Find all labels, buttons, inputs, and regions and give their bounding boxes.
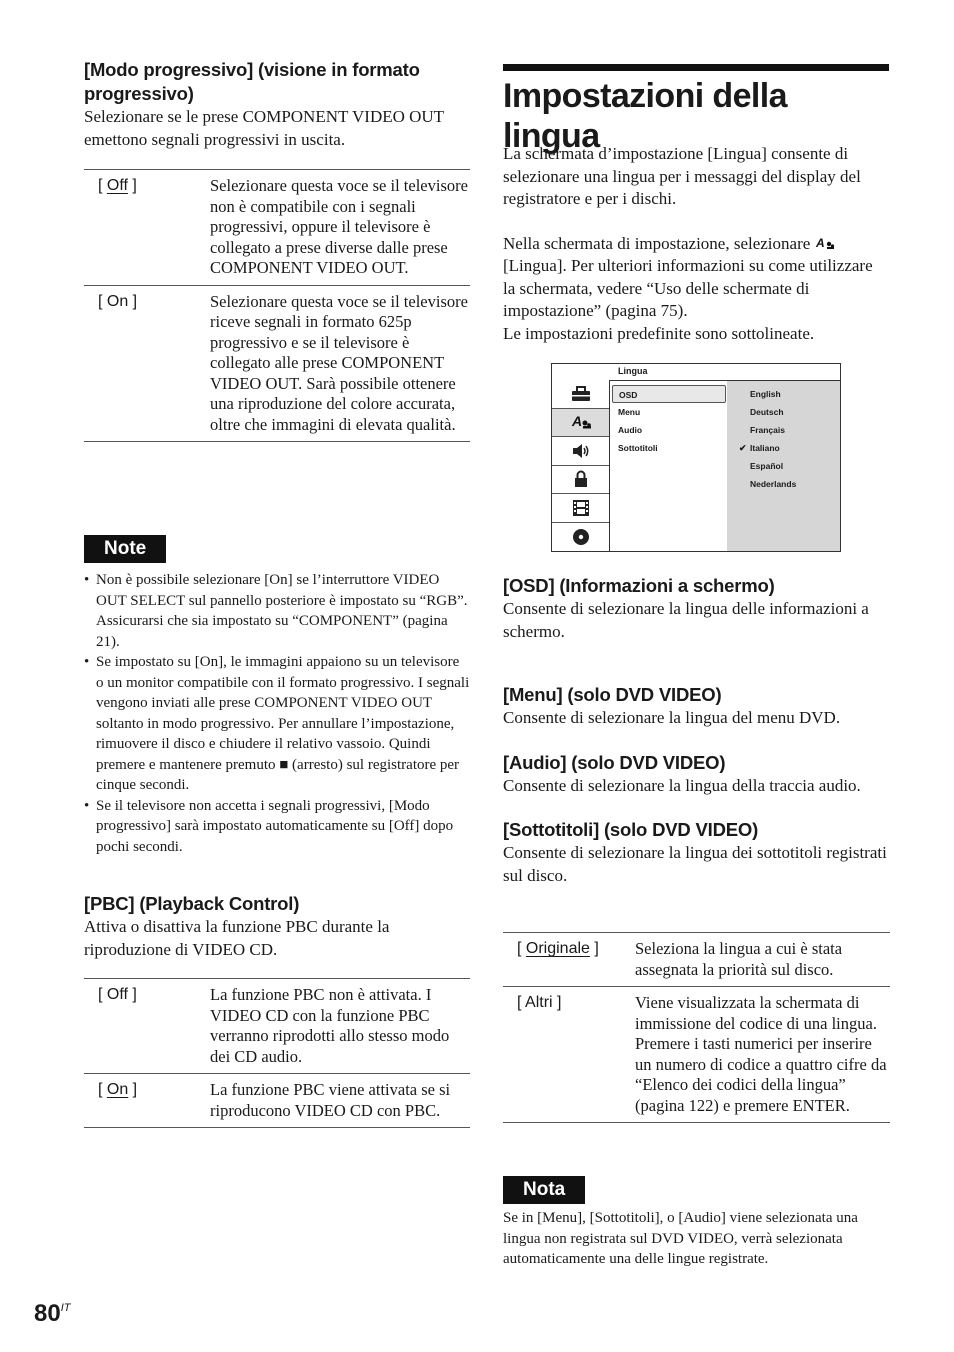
menu-item-osd[interactable]: OSD	[612, 385, 726, 403]
menu-item-subtitles[interactable]: Sottotitoli	[618, 443, 658, 453]
table-row	[84, 979, 470, 1074]
settings-screen-illustration	[551, 363, 841, 552]
option-key: [ Off ]	[98, 986, 137, 1003]
progressive-heading: [Modo progressivo] (visione in formato progressivo)	[84, 59, 420, 104]
nota-badge: Nota	[503, 1176, 585, 1204]
menu-heading: [Menu] (solo DVD VIDEO)	[503, 684, 722, 705]
language-option[interactable]: English	[750, 389, 781, 399]
pbc-options-table	[84, 978, 470, 1128]
language-list	[739, 385, 797, 493]
audio-heading: [Audio] (solo DVD VIDEO)	[503, 751, 726, 773]
defaults-paragraph: Le impostazioni predefinite sono sottolineate.	[503, 323, 815, 343]
table-row	[84, 285, 470, 442]
list-item: • Non è possibile selezionare [On] se l’interruttore VIDEO OUT SELECT sul pannello posteriore è impostato su “RGB”. Assicurarsi che sia impostato su “COMPONENT” (pagina 21).	[84, 570, 470, 652]
option-description: Viene visualizzata la schermata di immissione del codice di una lingua. Premere i tasti numerici per inserire un numero di codice a quattro cifre da “Elenco dei codici della lingua” (pagina 122) e premere ENTER.	[635, 993, 887, 1115]
menu-text: Consente di selezionare la lingua del menu DVD.	[503, 708, 841, 727]
note-list	[84, 570, 470, 857]
screen-title: Lingua	[618, 366, 648, 376]
svg-text:A: A	[571, 413, 582, 430]
list-item: • Se il televisore non accetta i segnali progressivi, [Modo progressivo] sarà impostato automaticamente su [Off] dopo pochi secondi.	[84, 796, 470, 858]
menu-item-menu[interactable]: Menu	[618, 407, 641, 417]
table-row	[503, 933, 890, 987]
option-key: [ Altri ]	[517, 994, 562, 1011]
toolbox-icon	[552, 380, 609, 409]
language-option[interactable]: Français	[750, 425, 785, 435]
title-rule	[503, 64, 889, 71]
setup-side-icons	[552, 380, 610, 551]
subtitles-text: Consente di selezionare la lingua dei sottotitoli registrati sul disco.	[503, 843, 887, 885]
option-description: La funzione PBC non è attivata. I VIDEO CD con la funzione PBC verranno riprodotti allo stesso modo dei CD audio.	[210, 985, 450, 1066]
svg-text:A: A	[815, 235, 825, 250]
option-description: Selezionare questa voce se il televisore riceve segnali in formato 625p progressivo e se il televisore è collegato alle prese COMPONENT VIDEO OUT. Sarà possibile ottenere una riproduzione del colore accurata, oltre che immagini di elevata qualità.	[210, 291, 468, 434]
option-description: Selezionare questa voce se il televisore non è compatibile con i segnali progressivi, oppure il televisore è collegato a prese diverse dalle prese COMPONENT VIDEO OUT.	[210, 176, 468, 277]
page-number: $80^{IT}$	[34, 1300, 71, 1327]
osd-heading: [OSD] (Informazioni a schermo)	[503, 575, 775, 596]
progressive-options-table	[84, 169, 470, 442]
language-option[interactable]: Deutsch	[750, 407, 784, 417]
language-option[interactable]: Español	[750, 461, 784, 471]
audio-text: Consente di selezionare la lingua della traccia audio.	[503, 775, 861, 795]
speaker-icon	[552, 437, 609, 466]
language-option[interactable]: Nederlands	[750, 479, 797, 489]
table-row	[503, 987, 890, 1123]
intro-paragraph: La schermata d’impostazione [Lingua] consente di selezionare una lingua per i messaggi del display del registratore e per i dischi.	[503, 144, 861, 208]
option-description: Seleziona la lingua a cui è stata assegnata la priorità sul disco.	[635, 939, 843, 979]
language-icon	[815, 235, 835, 251]
instruction-paragraph: Nella schermata di impostazione, selezionare A [Lingua]. Per ulteriori informazioni su come utilizzare la schermata, vedere “Uso delle schermate di impostazione” (pagina 75).	[503, 233, 873, 320]
subtitles-heading: [Sottotitoli] (solo DVD VIDEO)	[503, 819, 759, 840]
screen-menu	[612, 385, 727, 457]
option-key: [ On ]	[98, 1081, 138, 1098]
language-icon	[552, 409, 609, 438]
option-description: La funzione PBC viene attivata se si riproducono VIDEO CD con PBC.	[210, 1080, 451, 1120]
option-key: [ On ]	[98, 292, 138, 310]
table-row	[84, 1074, 470, 1128]
menu-item-audio[interactable]: Audio	[618, 425, 643, 435]
pbc-heading: [PBC] (Playback Control)	[84, 893, 300, 914]
table-row	[84, 170, 470, 286]
progressive-intro: Selezionare se le prese COMPONENT VIDEO OUT emettono segnali progressivi in uscita.	[84, 107, 444, 149]
list-item: • Se impostato su [On], le immagini appaiono su un televisore o un monitor compatibile con il formato progressivo. I segnali vengono inviati alle prese COMPONENT VIDEO OUT soltanto in modo progressivo. Per annullare l’impostazione, rimuovere il disco e chiudere il relativo vassoio. Quindi premere e mantenere premuto ■ (arresto) sul registratore per cinque secondi.	[84, 652, 470, 796]
note-badge: Note	[84, 535, 166, 563]
lock-icon	[552, 466, 609, 495]
option-key: [ Off ]	[98, 177, 137, 194]
disc-icon	[552, 523, 609, 552]
osd-text: Consente di selezionare la lingua delle informazioni a schermo.	[503, 599, 869, 641]
page-title: Impostazioni della lingua	[503, 77, 787, 155]
language-option-selected[interactable]: ✔ Italiano	[750, 439, 796, 457]
check-icon: ✔	[739, 443, 747, 453]
subtitles-options-table	[503, 932, 890, 1123]
pbc-intro: Attiva o disattiva la funzione PBC durante la riproduzione di VIDEO CD.	[84, 917, 390, 959]
nota-text: Se in [Menu], [Sottotitoli], o [Audio] viene selezionata una lingua non registrata sul DVD VIDEO, verrà selezionata automaticamente una delle lingue registrate.	[503, 1210, 858, 1267]
film-icon	[552, 494, 609, 523]
option-key: [ Originale ]	[517, 940, 599, 957]
